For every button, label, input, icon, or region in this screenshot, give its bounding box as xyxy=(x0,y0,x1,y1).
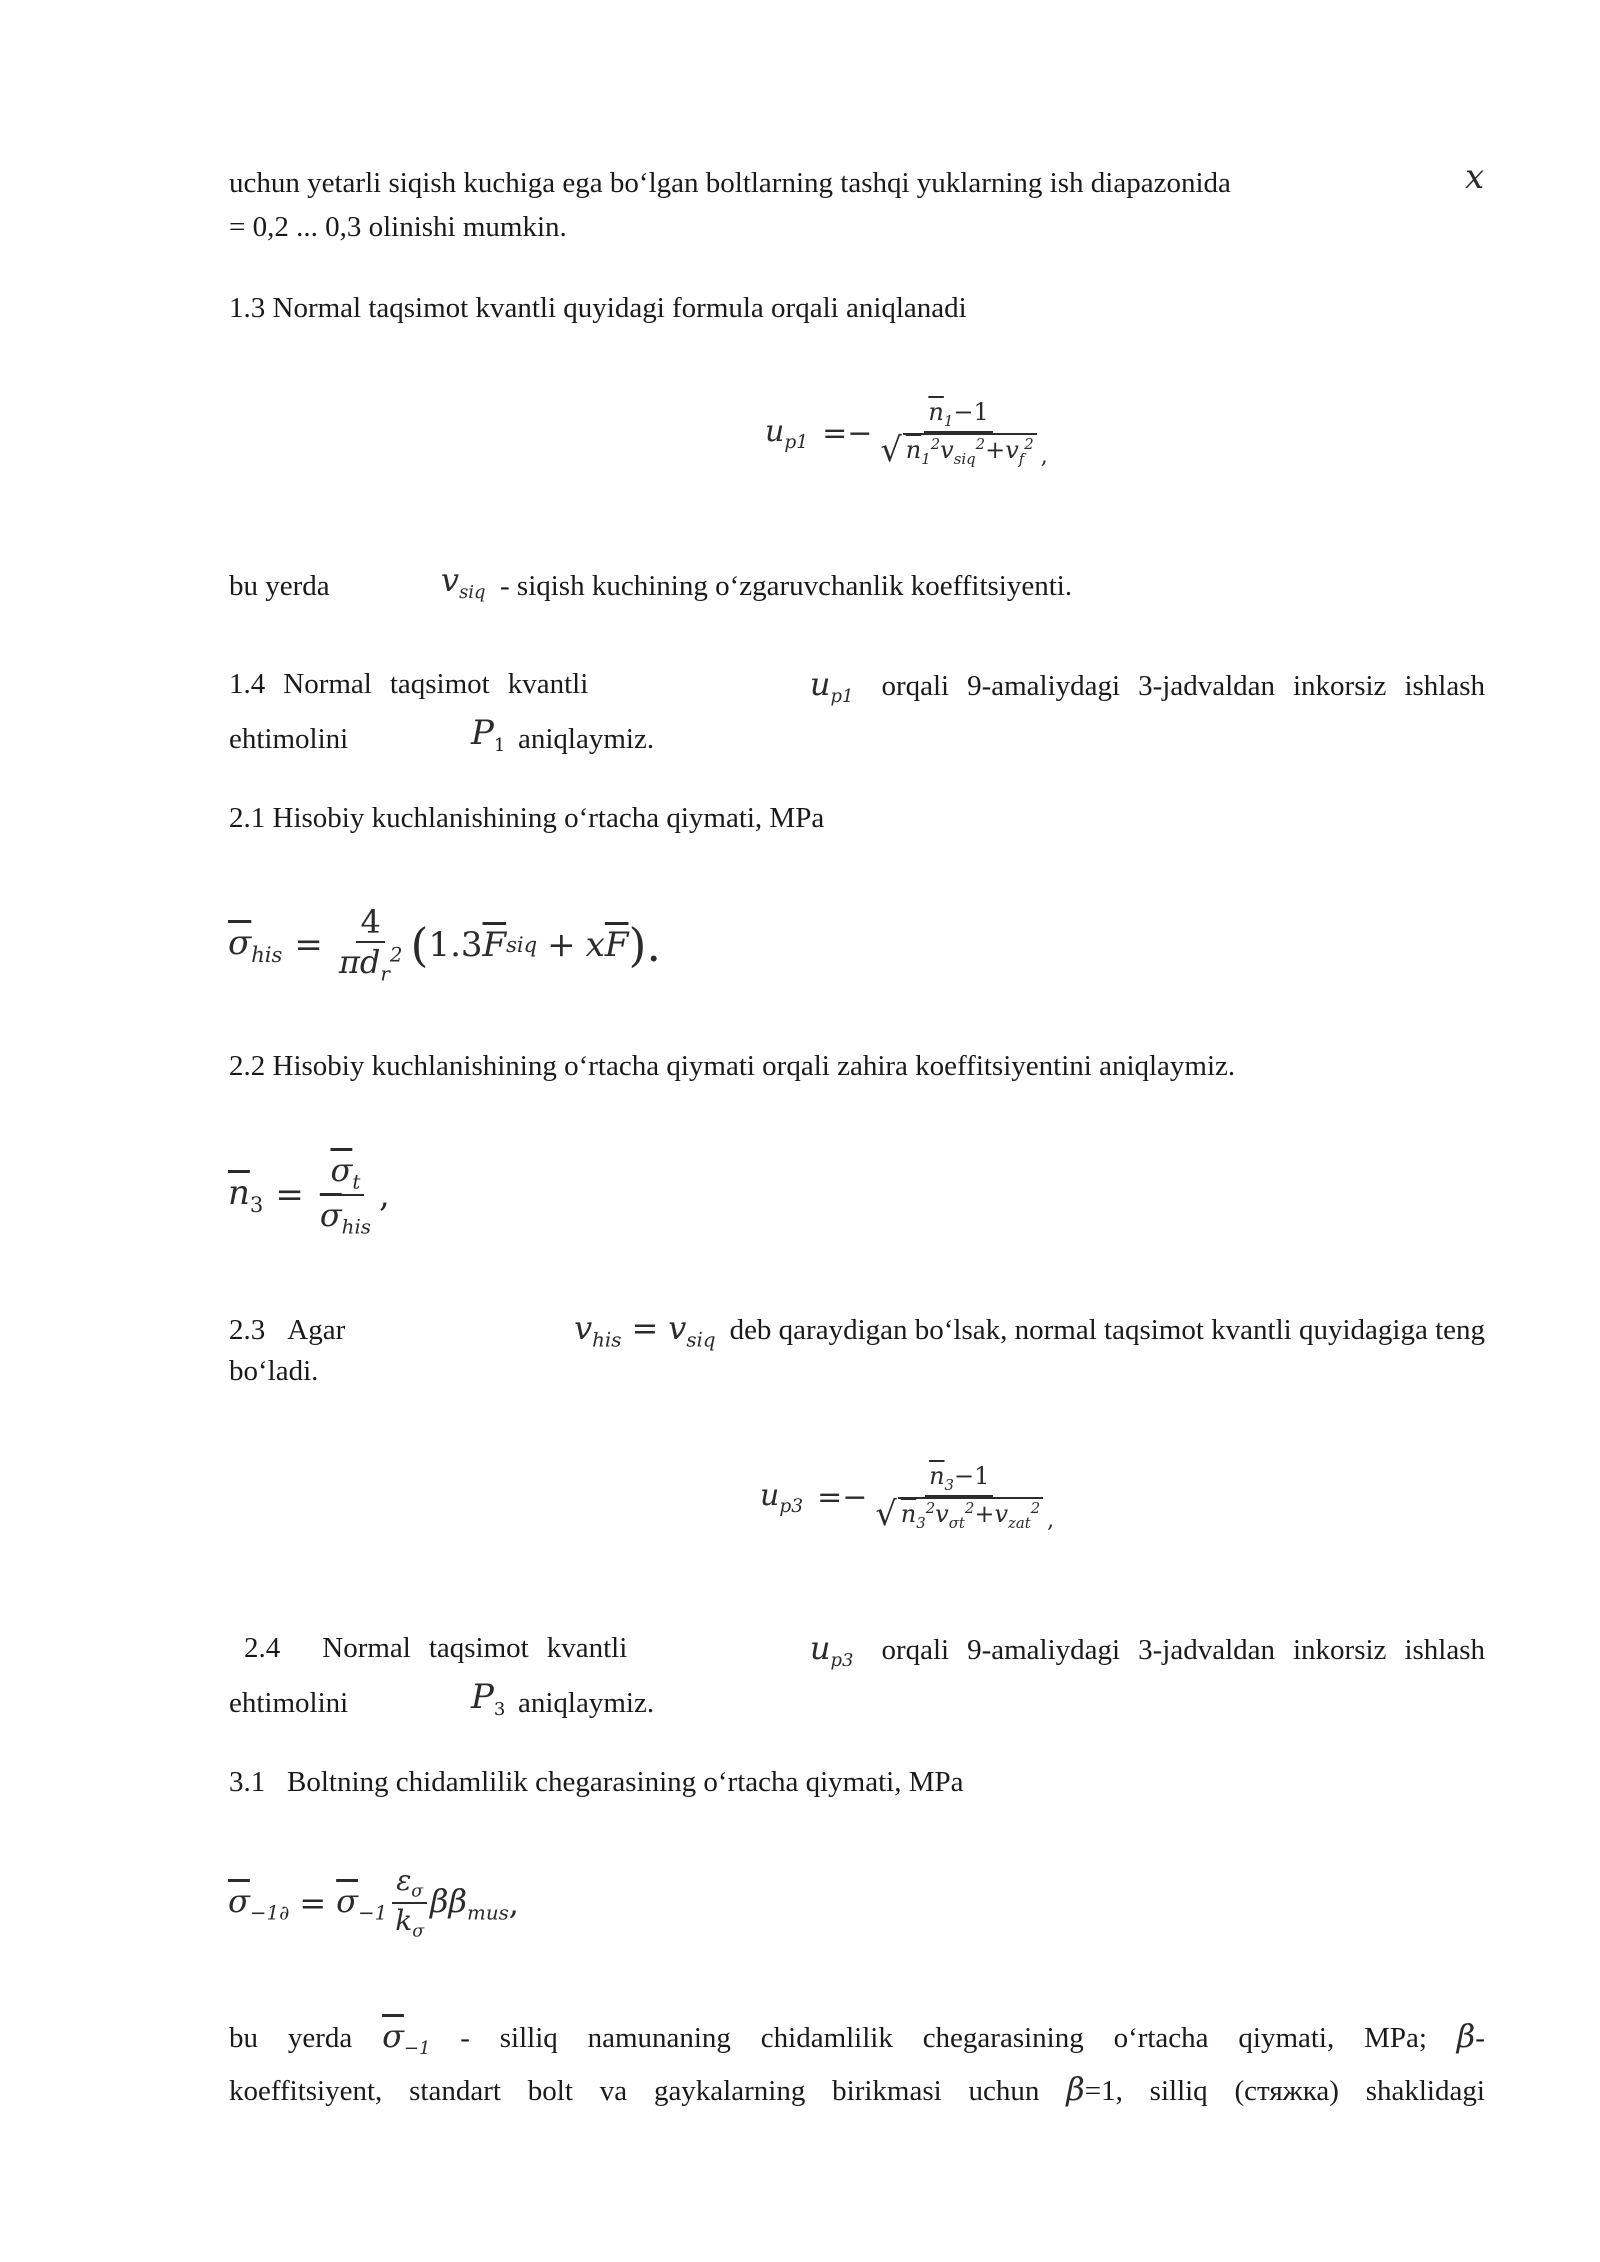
sqrt-icon: √ xyxy=(875,1493,897,1533)
formula-symbol: $\overline{\sigma}$ xyxy=(382,2017,404,2055)
formula-symbol: $\overline{\sigma}$ xyxy=(319,1196,342,1235)
word: 3-jadvaldan xyxy=(1138,1634,1275,1666)
formula-symbol: P xyxy=(471,1677,494,1717)
paragraph-line: bu yerda xyxy=(229,570,330,602)
formula-subscript: −1 xyxy=(357,1901,388,1925)
formula-subscript: 3 xyxy=(493,1698,506,1720)
formula-operator: = xyxy=(631,1309,659,1347)
word: - xyxy=(460,2022,470,2054)
word: koeffitsiyent, xyxy=(229,2075,383,2107)
formula-operator: = xyxy=(275,1175,304,1216)
word: 3-jadvaldan xyxy=(1138,670,1275,702)
formula-subscript: r xyxy=(380,962,390,986)
section-heading-2-1: 2.1 Hisobiy kuchlanishining o‘rtacha qiymati, MPa xyxy=(229,802,825,834)
formula-subscript: σ xyxy=(411,1881,424,1902)
word: chidamlilik xyxy=(760,2022,893,2054)
section-number: 1.4 xyxy=(229,668,266,700)
formula-symbol: $\overline{\sigma}$ xyxy=(228,1882,250,1921)
word: silliq xyxy=(1149,2075,1208,2107)
formula-x-symbol: x xyxy=(1465,157,1485,197)
paragraph-justified-line xyxy=(229,2015,1485,2070)
word: namunaning xyxy=(587,2022,731,2054)
formula-subscript: his xyxy=(251,941,283,967)
paragraph-line: aniqlaymiz. xyxy=(518,1687,655,1719)
formula-subscript: 3 xyxy=(916,1513,926,1532)
word: uchun xyxy=(968,2075,1040,2107)
word: 9-amaliydagi xyxy=(967,670,1121,702)
word: birikmasi xyxy=(832,2075,942,2107)
word: bu xyxy=(229,2022,258,2054)
formula-fraction xyxy=(871,1462,1047,1533)
formula-sigma-minus1 xyxy=(228,1864,519,1943)
word: o‘rtacha xyxy=(1113,2022,1209,2054)
word: qiymati, xyxy=(1238,2022,1335,2054)
formula-subscript: 1 xyxy=(921,449,931,468)
formula-fraction xyxy=(316,1151,375,1239)
formula-subscript: siq xyxy=(459,581,486,603)
formula-paren: ( xyxy=(410,917,429,972)
formula-symbol: v xyxy=(1005,435,1019,464)
paragraph-line: ehtimolini xyxy=(229,723,349,755)
section-heading-3-1: 3.1 Boltning chidamlilik chegarasining o‘rtacha qiymati, MPa xyxy=(229,1766,964,1798)
word: inkorsiz xyxy=(1293,1634,1387,1666)
formula-subscript: p1 xyxy=(830,685,854,707)
word: ishlash xyxy=(1404,670,1485,702)
formula-symbol: $\overline{F}$ xyxy=(604,924,629,965)
formula-operator: + xyxy=(547,924,576,965)
paragraph-line: aniqlaymiz. xyxy=(518,723,655,755)
formula-subscript: siq xyxy=(686,1328,716,1352)
formula-u-p1 xyxy=(765,398,1048,469)
formula-u-p3 xyxy=(760,1462,1054,1533)
formula-symbol: ββ xyxy=(430,1882,468,1921)
formula-term: −1 xyxy=(953,398,989,426)
formula-paren: ). xyxy=(628,917,662,972)
formula-trailing-comma: , xyxy=(378,1175,390,1216)
formula-subscript: 1 xyxy=(943,411,954,430)
word: shaklidagi xyxy=(1365,2075,1485,2107)
formula-subscript: σt xyxy=(948,1513,965,1532)
formula-subscript: −1 xyxy=(403,2037,431,2059)
formula-symbol: u xyxy=(809,665,831,703)
section-2-4-line xyxy=(244,1627,1485,1682)
word: ishlash xyxy=(1404,1634,1485,1666)
formula-subscript: f xyxy=(1018,449,1025,468)
formula-operator: + xyxy=(985,435,1006,464)
formula-symbol: u xyxy=(765,413,785,449)
formula-p1 xyxy=(471,712,505,767)
formula-symbol: v xyxy=(441,561,460,599)
section-heading-1-3: 1.3 Normal taqsimot kvantli quyidagi formula orqali aniqlanadi xyxy=(229,292,967,324)
word: chegarasining xyxy=(922,2022,1084,2054)
word: kvantli xyxy=(507,668,589,700)
formula-symbol: P xyxy=(471,713,494,753)
section-1-4-line xyxy=(229,663,1485,718)
formula-symbol: $\overline{n}$ xyxy=(228,1173,250,1214)
word: va xyxy=(599,2075,628,2107)
formula-symbol: $\overline{\sigma}$ xyxy=(336,1882,358,1921)
formula-trailing-comma: , xyxy=(1047,1507,1055,1533)
formula-constant: 1.3 xyxy=(428,924,483,965)
paragraph-line: ehtimolini xyxy=(229,1687,349,1719)
formula-superscript: 2 xyxy=(925,1498,936,1517)
formula-symbol: $\overline{n}$ xyxy=(928,398,944,426)
formula-subscript: mus xyxy=(467,1901,509,1925)
formula-subscript: p1 xyxy=(784,431,809,453)
word: (стяжка) xyxy=(1234,2075,1339,2107)
formula-symbol: $\overline{F}$ xyxy=(482,924,507,965)
formula-symbol: πd xyxy=(338,943,381,982)
formula-trailing-comma: , xyxy=(1040,443,1048,469)
formula-subscript: σ xyxy=(412,1922,425,1943)
formula-symbol: v xyxy=(574,1309,593,1347)
formula-term: −1 xyxy=(954,1462,990,1490)
formula-symbol: v xyxy=(935,1499,949,1528)
paragraph-line: uchun yetarli siqish kuchiga ega bo‘lgan boltlarning tashqi yuklarning ish diapazonida xyxy=(229,167,1231,199)
formula-symbol: $\overline{\sigma}$ xyxy=(330,1151,353,1189)
paragraph-line: - siqish kuchining o‘zgaruvchanlik koeffitsiyenti. xyxy=(500,570,1073,602)
formula-symbol: $\overline{\sigma}$ xyxy=(228,922,252,963)
formula-operator: = xyxy=(299,1884,327,1923)
formula-symbol: u xyxy=(809,1629,831,1667)
formula-p3 xyxy=(471,1676,505,1731)
formula-symbol: n xyxy=(900,1499,917,1528)
formula-subscript: p3 xyxy=(779,1495,804,1517)
section-heading-2-2: 2.2 Hisobiy kuchlanishining o‘rtacha qiymati orqali zahira koeffitsiyentini aniqlaymiz. xyxy=(229,1050,1236,1082)
formula-symbol: $\overline{k}$ xyxy=(395,1904,413,1938)
word: gaykalarning xyxy=(653,2075,806,2107)
formula-symbol: v xyxy=(994,1499,1008,1528)
formula-superscript: 2 xyxy=(975,434,986,453)
formula-symbol: $\overline{n}$ xyxy=(929,1462,945,1490)
word: orqali xyxy=(881,670,950,702)
word: 9-amaliydagi xyxy=(967,1634,1121,1666)
section-number: 2.4 xyxy=(244,1632,281,1664)
sqrt-icon: √ xyxy=(880,429,902,469)
formula-subscript: siq xyxy=(506,932,538,958)
formula-subscript: his xyxy=(341,1215,371,1239)
paragraph-justified-line xyxy=(229,2068,1485,2112)
formula-superscript: 2 xyxy=(1030,1498,1041,1517)
formula-subscript: p3 xyxy=(830,1649,854,1671)
word: taqsimot xyxy=(428,1632,529,1664)
formula-trailing-comma: , xyxy=(508,1884,519,1923)
formula-symbol: ε xyxy=(396,1864,412,1897)
formula-superscript: 2 xyxy=(1024,434,1034,453)
word: - xyxy=(1475,2022,1485,2054)
formula-subscript: 3 xyxy=(944,1475,955,1494)
paragraph-line: bo‘ladi. xyxy=(229,1355,319,1387)
formula-v-siq xyxy=(441,559,486,614)
formula-subscript: zat xyxy=(1008,1513,1031,1532)
formula-subscript: 3 xyxy=(249,1192,264,1218)
formula-subscript: siq xyxy=(953,449,976,468)
formula-symbol: β xyxy=(1066,2070,1085,2108)
word: =1, xyxy=(1084,2075,1123,2107)
formula-subscript: t xyxy=(352,1170,361,1194)
paragraph-line: deb qaraydigan bo‘lsak, normal taqsimot kvantli quyidagiga teng xyxy=(729,1314,1485,1346)
formula-n3 xyxy=(228,1151,390,1239)
paragraph-line: = 0,2 ... 0,3 olinishi mumkin. xyxy=(229,211,567,243)
word: Normal xyxy=(322,1632,411,1664)
formula-subscript: his xyxy=(592,1328,622,1352)
formula-symbol: n xyxy=(905,435,922,464)
word: bolt xyxy=(527,2075,573,2107)
formula-operator: + xyxy=(974,1499,995,1528)
section-number: 2.3 xyxy=(229,1314,266,1346)
formula-operator: =− xyxy=(822,415,873,451)
formula-operator: =− xyxy=(817,1479,868,1515)
word: standart xyxy=(409,2075,501,2107)
word: Agar xyxy=(287,1314,346,1346)
formula-symbol: β xyxy=(1456,2017,1476,2055)
formula-operator: = xyxy=(294,924,323,965)
word: silliq xyxy=(499,2022,558,2054)
formula-superscript: 2 xyxy=(964,1498,975,1517)
formula-superscript: 2 xyxy=(930,434,941,453)
word: orqali xyxy=(881,1634,950,1666)
formula-symbol: x xyxy=(585,924,605,965)
formula-symbol: v xyxy=(940,435,954,464)
word: kvantli xyxy=(546,1632,628,1664)
formula-symbol: u xyxy=(760,1477,780,1513)
section-2-3-line xyxy=(229,1307,1485,1361)
word: taqsimot xyxy=(389,668,490,700)
formula-numerator: 4 xyxy=(356,903,384,943)
word: MPa; xyxy=(1364,2022,1427,2054)
word: Normal xyxy=(283,668,372,700)
formula-subscript: −1∂ xyxy=(249,1901,290,1925)
word: yerda xyxy=(287,2022,353,2054)
formula-sigma-his xyxy=(228,903,661,987)
formula-fraction xyxy=(391,1864,428,1943)
formula-symbol: v xyxy=(668,1309,687,1347)
word: inkorsiz xyxy=(1293,670,1387,702)
formula-fraction xyxy=(876,398,1040,469)
formula-superscript: 2 xyxy=(389,943,403,967)
formula-subscript: 1 xyxy=(493,734,506,756)
formula-fraction xyxy=(335,903,407,987)
